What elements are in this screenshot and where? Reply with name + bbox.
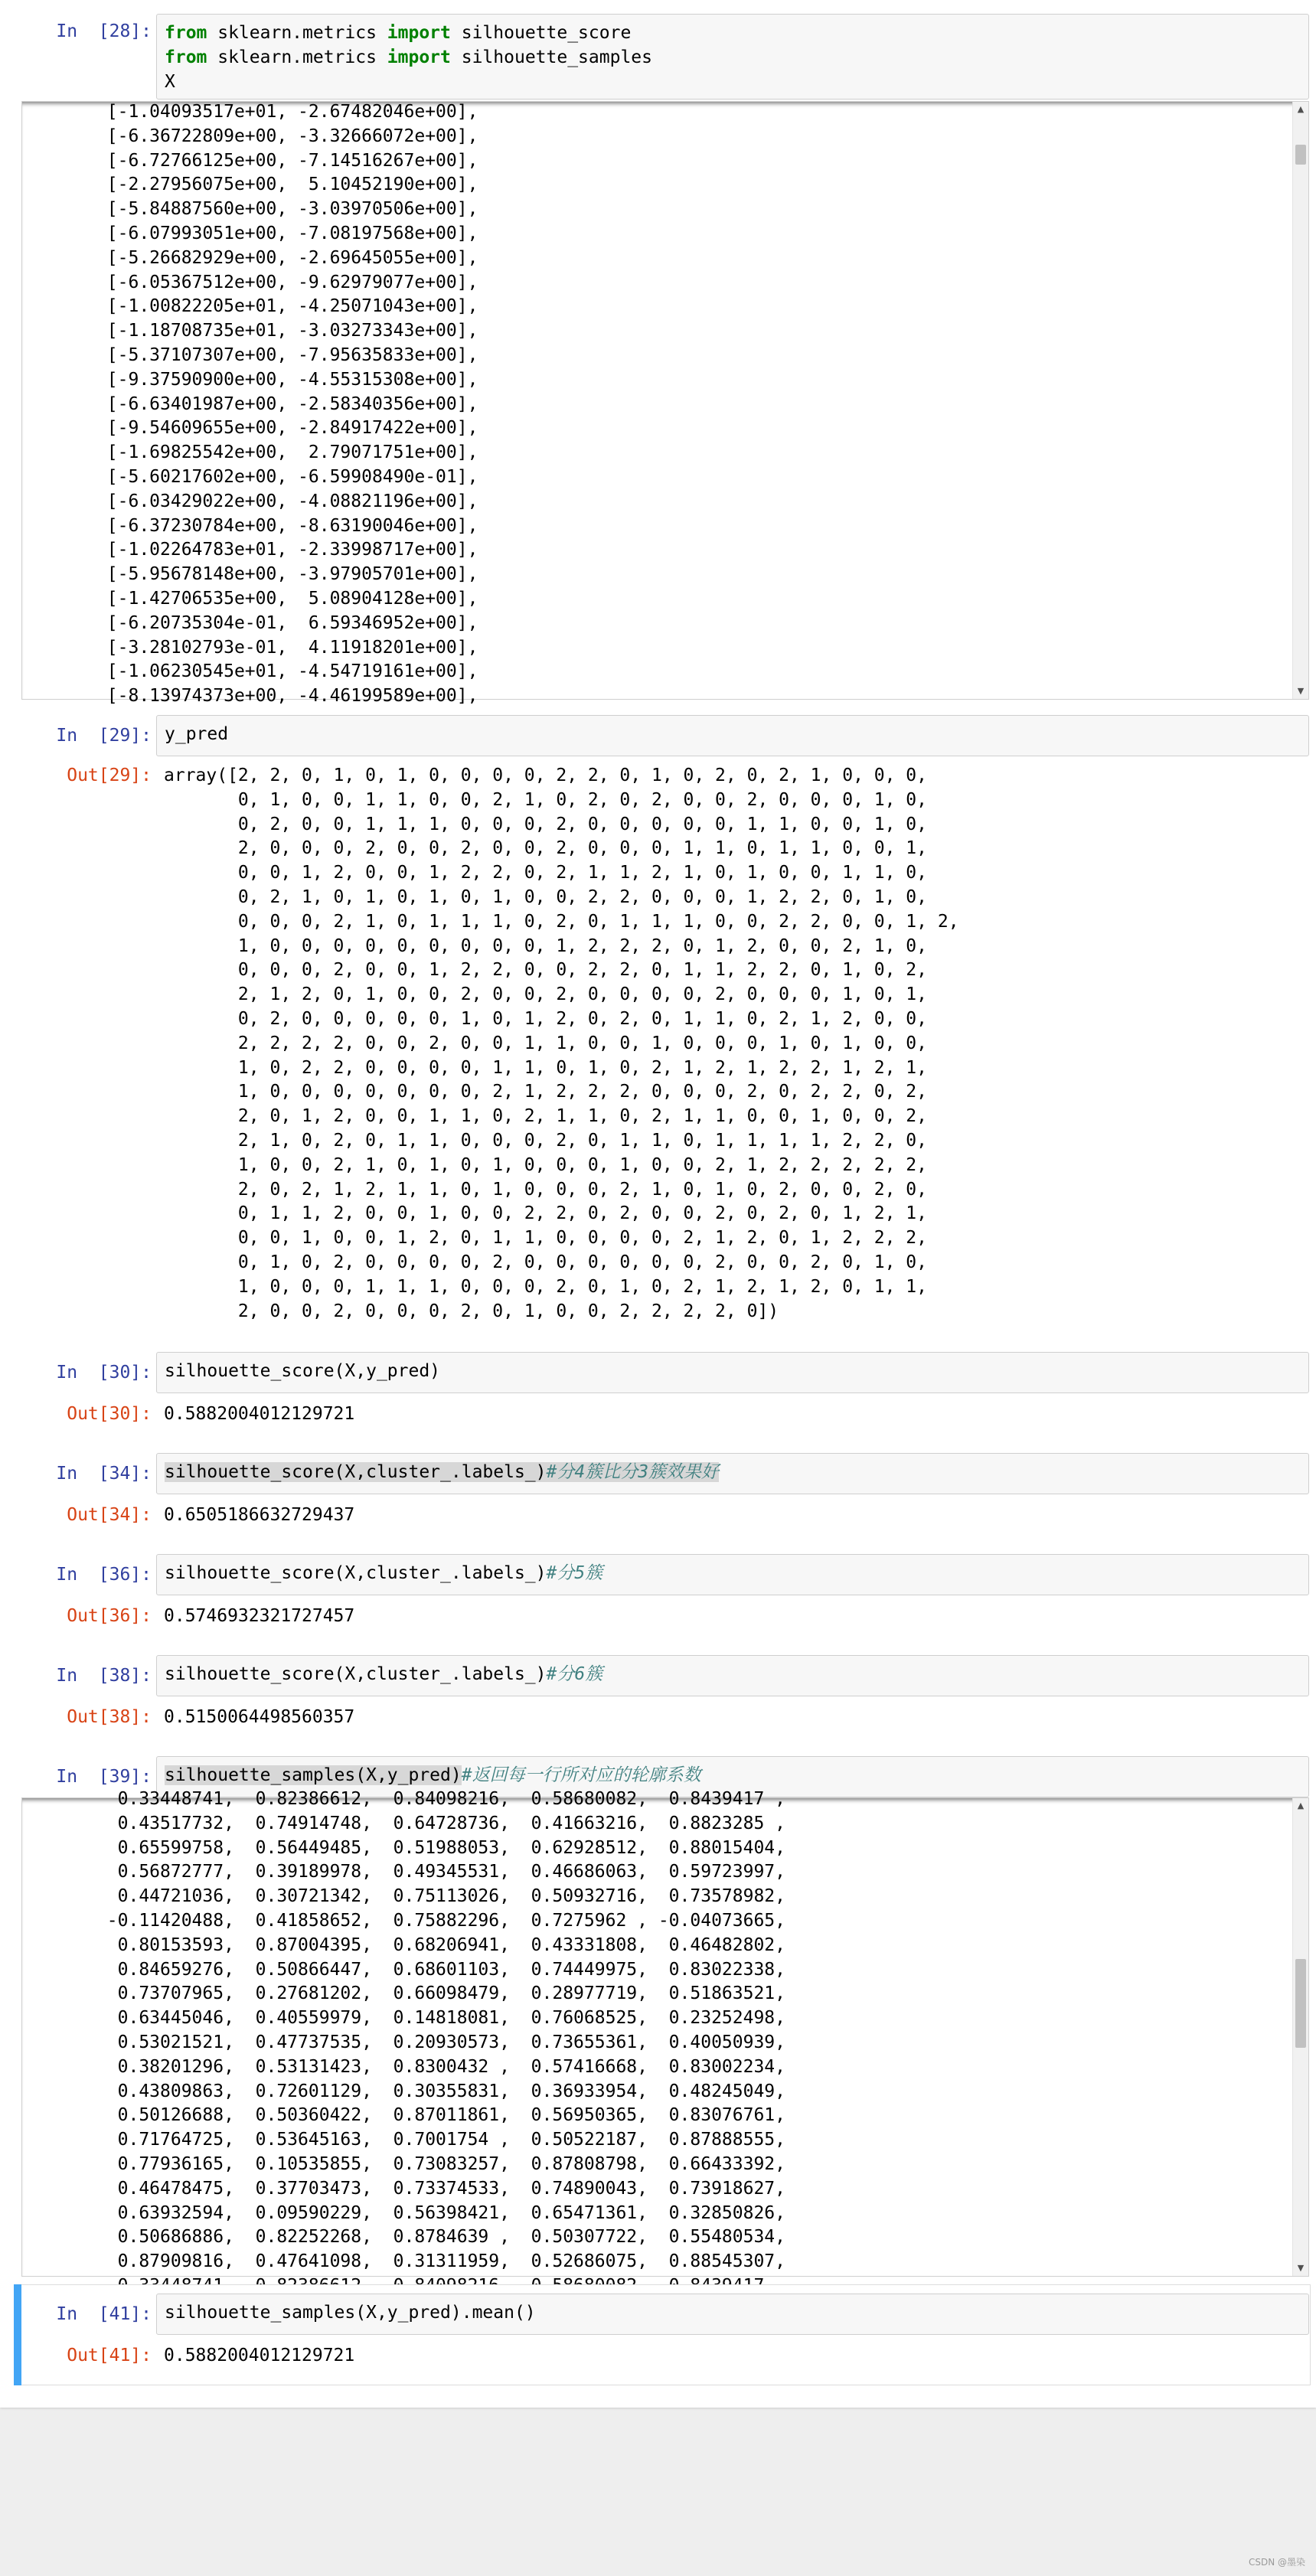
code-cell-38[interactable] [14,1650,1311,1735]
scroll-thumb[interactable] [1295,1959,1306,2048]
output-line: [-3.28102793e-01, 4.11918201e+00], [22,637,478,658]
input-prompt: In [38]: [56,1666,152,1686]
output-text [22,1788,1292,2299]
output-line: 0.43809863, 0.72601129, 0.30355831, 0.36933954, 0.48245049, [22,2081,785,2101]
output-text [22,100,1292,709]
output-line: 2, 1, 0, 2, 0, 1, 1, 0, 0, 0, 2, 0, 1, 1, 0, 1, 1, 1, 1, 2, 2, 0, [164,1130,927,1151]
output-line: 0.80153593, 0.87004395, 0.68206941, 0.43331808, 0.46482802, [22,1934,785,1955]
code-cell-39[interactable] [14,1752,1311,2280]
output-line: [-1.18708735e+01, -3.03273343e+00], [22,321,478,341]
cell-selection-bar [14,2284,21,2385]
output-line: 0.46478475, 0.37703473, 0.73374533, 0.74890043, 0.73918627, [22,2178,785,2199]
output-line: 0.65599758, 0.56449485, 0.51988053, 0.62928512, 0.88015404, [22,1837,785,1858]
output-line: 0.33448741, 0.82386612, 0.84098216, 0.58680082, 0.8439417 , [22,1789,785,1809]
output-text: 0.6505186632729437 [164,1505,355,1525]
output-line: 0, 0, 0, 2, 0, 0, 1, 2, 2, 0, 0, 2, 2, 0, 1, 1, 2, 2, 0, 1, 0, 2, [164,960,927,981]
code-cell-30[interactable] [14,1347,1311,1432]
output-line: 0.63445046, 0.40559979, 0.14818081, 0.76068525, 0.23252498, [22,2008,785,2029]
input-prompt: In [30]: [56,1363,152,1383]
code-editor[interactable]: silhouette_score(X,cluster_.labels_)#分5簇 [156,1554,1309,1595]
code-editor[interactable]: from sklearn.metrics import silhouette_score from sklearn.metrics import silhouette_samples X [156,14,1309,100]
output-line: 0.73707965, 0.27681202, 0.66098479, 0.28977719, 0.51863521, [22,1983,785,2004]
code-editor[interactable]: silhouette_samples(X,y_pred)#返回每一行所对应的轮廓系数 [156,1756,1309,1797]
output-line: 1, 0, 0, 0, 0, 0, 0, 0, 0, 0, 1, 2, 2, 2, 0, 1, 2, 0, 0, 2, 1, 0, [164,935,927,956]
output-line: [-1.42706535e+00, 5.08904128e+00], [22,588,478,609]
code-cell-34[interactable] [14,1448,1311,1533]
output-line: 0, 2, 1, 0, 1, 0, 1, 0, 1, 0, 0, 2, 2, 0, 0, 0, 1, 2, 2, 0, 1, 0, [164,886,927,907]
output-line: 2, 0, 0, 0, 2, 0, 0, 2, 0, 0, 2, 0, 0, 0, 1, 1, 0, 1, 1, 0, 0, 1, [164,838,927,859]
code-cell-36[interactable] [14,1549,1311,1634]
code-editor[interactable]: silhouette_score(X,cluster_.labels_)#分4簇比分3簇效果好 [156,1453,1309,1494]
input-prompt: In [36]: [56,1565,152,1585]
output-prompt: Out[29]: [67,766,152,785]
output-line: 0, 1, 0, 0, 1, 1, 0, 0, 2, 1, 0, 2, 0, 2, 0, 0, 2, 0, 0, 0, 1, 0, [164,789,927,810]
vertical-scrollbar[interactable] [1292,1798,1308,2276]
output-line: [-1.00822205e+01, -4.25071043e+00], [22,296,478,317]
output-text: 0.5746932321727457 [164,1606,355,1626]
output-text: 0.5150064498560357 [164,1707,355,1727]
output-line: [-6.63401987e+00, -2.58340356e+00], [22,393,478,414]
output-line: [-6.07993051e+00, -7.08197568e+00], [22,223,478,243]
output-line: array([2, 2, 0, 1, 0, 1, 0, 0, 0, 0, 2, 2, 0, 1, 0, 2, 0, 2, 1, 0, 0, 0, [164,766,927,785]
output-text: 0.5882004012129721 [164,1404,355,1424]
watermark: CSDN @墨染 [1248,2557,1305,2568]
output-line: [-5.95678148e+00, -3.97905701e+00], [22,564,478,585]
output-line: 2, 0, 1, 2, 0, 0, 1, 1, 0, 2, 1, 1, 0, 2, 1, 1, 0, 0, 1, 0, 0, 2, [164,1106,927,1127]
output-line: 0, 2, 0, 0, 1, 1, 1, 0, 0, 0, 2, 0, 0, 0, 0, 0, 1, 1, 0, 0, 1, 0, [164,814,927,834]
output-line: 2, 1, 2, 0, 1, 0, 0, 2, 0, 0, 2, 0, 0, 0, 0, 2, 0, 0, 0, 1, 0, 1, [164,984,927,1005]
output-line: 0, 0, 0, 2, 1, 0, 1, 1, 1, 0, 2, 0, 1, 1, 1, 0, 0, 2, 2, 0, 0, 1, 2, [164,911,959,932]
output-line: [-1.04093517e+01, -2.67482046e+00], [22,102,478,122]
scrolled-output-area[interactable] [21,101,1309,707]
output-line: [-5.26682929e+00, -2.69645055e+00], [22,247,478,268]
scroll-thumb[interactable] [1295,145,1306,165]
output-line: 0.84659276, 0.50866447, 0.68601103, 0.74449975, 0.83022338, [22,1959,785,1980]
code-editor[interactable]: silhouette_score(X,y_pred) [156,1352,1309,1393]
output-line: [-1.02264783e+01, -2.33998717e+00], [22,540,478,560]
output-line: 1, 0, 0, 0, 0, 0, 0, 0, 2, 1, 2, 2, 2, 0, 0, 0, 2, 0, 2, 2, 0, 2, [164,1082,927,1102]
output-line: [-8.13974373e+00, -4.46199589e+00], [22,686,478,707]
code-editor[interactable]: y_pred [156,715,1309,756]
output-line: [-1.69825542e+00, 2.79071751e+00], [22,442,478,463]
output-line: 0, 0, 1, 2, 0, 0, 1, 2, 2, 0, 2, 1, 1, 2, 1, 0, 1, 0, 0, 1, 1, 0, [164,863,927,883]
scrolled-output-area[interactable] [21,1789,1309,2277]
output-line: 0.53021521, 0.47737535, 0.20930573, 0.73655361, 0.40050939, [22,2032,785,2052]
input-prompt: In [39]: [56,1767,152,1787]
output-line: [-6.72766125e+00, -7.14516267e+00], [22,150,478,171]
output-line: 1, 0, 0, 0, 1, 1, 1, 0, 0, 0, 2, 0, 1, 0, 2, 1, 2, 1, 2, 0, 1, 1, [164,1276,927,1297]
code-editor[interactable]: silhouette_score(X,cluster_.labels_)#分6簇 [156,1655,1309,1696]
code-editor[interactable]: silhouette_samples(X,y_pred).mean() [156,2294,1309,2335]
output-line: 0, 2, 0, 0, 0, 0, 0, 1, 0, 1, 2, 0, 2, 0, 1, 1, 0, 2, 1, 2, 0, 0, [164,1008,927,1029]
output-prompt: Out[34]: [67,1505,152,1525]
input-prompt: In [28]: [56,21,152,41]
output-line: 2, 2, 2, 2, 0, 0, 2, 0, 0, 1, 1, 0, 0, 1, 0, 0, 0, 1, 0, 1, 0, 0, [164,1033,927,1053]
output-line: 0.50126688, 0.50360422, 0.87011861, 0.56950365, 0.83076761, [22,2105,785,2126]
output-prompt: Out[30]: [67,1404,152,1424]
vertical-scrollbar[interactable] [1292,102,1308,699]
output-line: [-9.54609655e+00, -2.84917422e+00], [22,418,478,439]
scroll-up-arrow-icon[interactable]: ▲ [1297,1801,1305,1810]
input-prompt: In [29]: [56,726,152,746]
output-line: [-6.05367512e+00, -9.62979077e+00], [22,272,478,292]
output-line: 0, 0, 1, 0, 0, 1, 2, 0, 1, 1, 0, 0, 0, 0, 2, 1, 2, 0, 1, 2, 2, 2, [164,1228,927,1249]
output-line: [-6.37230784e+00, -8.63190046e+00], [22,515,478,536]
output-line: [-6.36722809e+00, -3.32666072e+00], [22,126,478,146]
code-cell-29[interactable] [14,710,1311,1338]
output-line: [-5.37107307e+00, -7.95635833e+00], [22,344,478,365]
output-line: [-5.60217602e+00, -6.59908490e-01], [22,466,478,487]
output-line: 0.50686886, 0.82252268, 0.8784639 , 0.50307722, 0.55480534, [22,2227,785,2248]
code-cell-28[interactable] [14,11,1311,707]
output-line: [-2.27956075e+00, 5.10452190e+00], [22,175,478,195]
output-line: 0.77936165, 0.10535855, 0.73083257, 0.87808798, 0.66433392, [22,2153,785,2174]
output-line: 0.38201296, 0.53131423, 0.8300432 , 0.57416668, 0.83002234, [22,2056,785,2077]
output-line: 2, 0, 0, 2, 0, 0, 0, 2, 0, 1, 0, 0, 2, 2, 2, 2, 0]) [164,1301,779,1321]
output-text [164,764,1309,1324]
output-line: -0.11420488, 0.41858652, 0.75882296, 0.7275962 , -0.04073665, [22,1910,785,1931]
output-line: 0.56872777, 0.39189978, 0.49345531, 0.46686063, 0.59723997, [22,1862,785,1882]
scroll-down-arrow-icon[interactable]: ▼ [1297,2263,1305,2273]
output-prompt: Out[36]: [67,1606,152,1626]
output-line: 0, 1, 0, 2, 0, 0, 0, 0, 2, 0, 0, 0, 0, 0, 0, 2, 0, 0, 2, 0, 1, 0, [164,1252,927,1272]
scroll-down-arrow-icon[interactable]: ▼ [1297,686,1305,696]
output-line: [-5.84887560e+00, -3.03970506e+00], [22,199,478,220]
output-prompt: Out[41]: [67,2346,152,2365]
output-line: 0.63932594, 0.09590229, 0.56398421, 0.65471361, 0.32850826, [22,2202,785,2223]
output-line: 0.44721036, 0.30721342, 0.75113026, 0.50932716, 0.73578982, [22,1886,785,1907]
output-line: [-6.03429022e+00, -4.08821196e+00], [22,491,478,511]
input-prompt: In [41]: [56,2304,152,2324]
output-line: 0.71764725, 0.53645163, 0.7001754 , 0.50522187, 0.87888555, [22,2130,785,2150]
scroll-up-arrow-icon[interactable]: ▲ [1297,104,1305,114]
output-line: 1, 0, 2, 2, 0, 0, 0, 0, 1, 1, 0, 1, 0, 2, 1, 2, 1, 2, 2, 1, 2, 1, [164,1057,927,1078]
output-line: [-1.06230545e+01, -4.54719161e+00], [22,661,478,682]
output-line: 0.43517732, 0.74914748, 0.64728736, 0.41663216, 0.8823285 , [22,1813,785,1833]
output-prompt: Out[38]: [67,1707,152,1727]
code-cell-41[interactable] [14,2284,1311,2385]
input-prompt: In [34]: [56,1464,152,1484]
output-line: 2, 0, 2, 1, 2, 1, 1, 0, 1, 0, 0, 0, 2, 1, 0, 1, 0, 2, 0, 0, 2, 0, [164,1179,927,1200]
output-line: 0.87909816, 0.47641098, 0.31311959, 0.52686075, 0.88545307, [22,2251,785,2272]
output-line: [-9.37590900e+00, -4.55315308e+00], [22,369,478,390]
output-line: 0, 1, 1, 2, 0, 0, 1, 0, 0, 2, 2, 0, 2, 0, 0, 2, 0, 2, 0, 1, 2, 1, [164,1203,927,1224]
output-text: 0.5882004012129721 [164,2346,355,2365]
output-line: [-6.20735304e-01, 6.59346952e+00], [22,612,478,633]
output-line: 1, 0, 0, 2, 1, 0, 1, 0, 1, 0, 0, 0, 1, 0, 0, 2, 1, 2, 2, 2, 2, 2, [164,1154,927,1175]
